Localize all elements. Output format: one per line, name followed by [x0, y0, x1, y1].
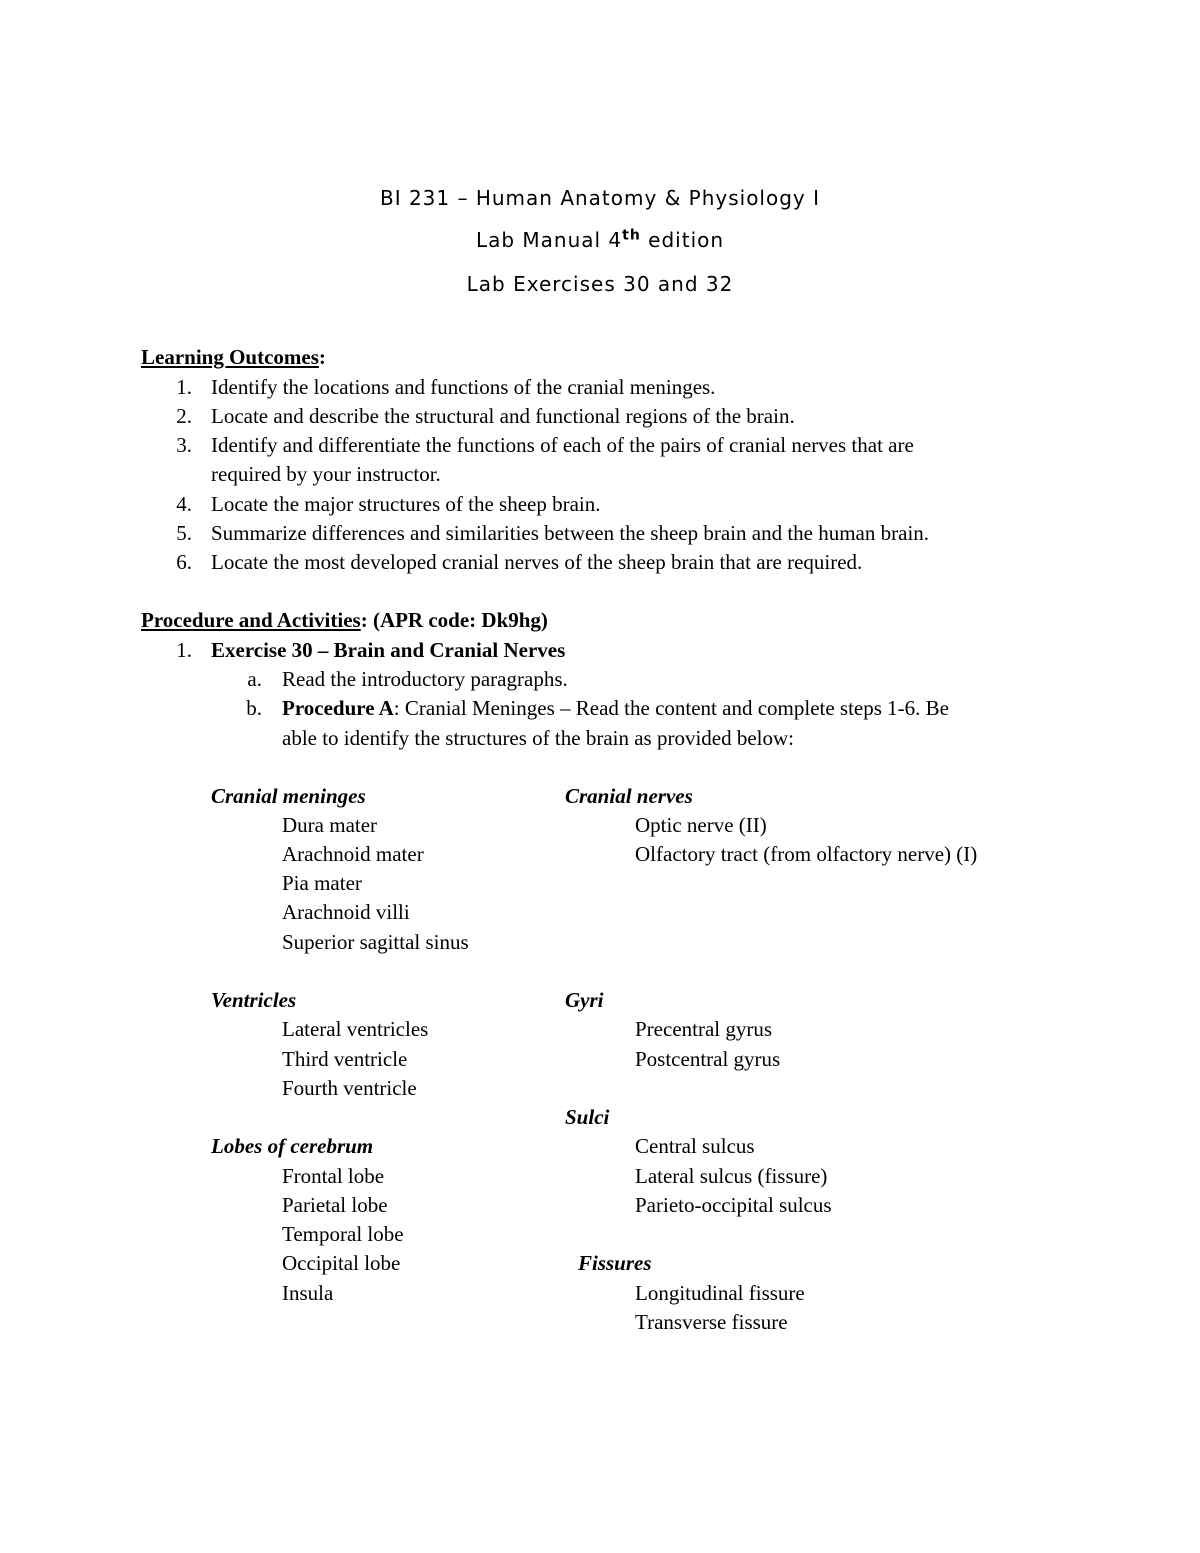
- procedure-a-text: : Cranial Meninges – Read the content and complete steps 1-6. Be: [393, 696, 949, 720]
- manual-superscript: th: [622, 227, 641, 244]
- list-item: Parieto-occipital sulcus: [635, 1193, 832, 1217]
- outcome-text: Identify the locations and functions of the cranial meninges.: [211, 375, 716, 399]
- procedure-a-label: Procedure A: [282, 696, 394, 720]
- outcome-text: Summarize differences and similarities between the sheep brain and the human brain.: [211, 521, 930, 545]
- list-item: Third ventricle: [282, 1047, 408, 1071]
- exercise-30-title: Exercise 30 – Brain and Cranial Nerves: [211, 638, 566, 662]
- list-item: Olfactory tract (from olfactory nerve) (I): [635, 842, 978, 866]
- course-title: BI 231 – Human Anatomy & Physiology I: [379, 186, 821, 210]
- list-item: Frontal lobe: [282, 1164, 385, 1188]
- outcome-text: Locate the most developed cranial nerves of the sheep brain that are required.: [211, 550, 863, 574]
- list-item: Temporal lobe: [282, 1222, 404, 1246]
- outcome-text: Identify and differentiate the functions of each of the pairs of cranial nerves that are: [211, 433, 914, 457]
- outcome-number: 2.: [176, 404, 192, 428]
- subitem-letter: b.: [246, 696, 262, 720]
- list-item: Lateral sulcus (fissure): [635, 1164, 828, 1188]
- outcome-text: Locate the major structures of the sheep brain.: [211, 492, 601, 516]
- list-item: Superior sagittal sinus: [282, 930, 469, 954]
- list-item: Insula: [282, 1281, 334, 1305]
- lab-exercises-title: Lab Exercises 30 and 32: [466, 272, 734, 296]
- procedure-heading-line: [141, 606, 548, 635]
- learning-outcomes-heading: Learning Outcomes: [141, 345, 319, 369]
- ventricles-heading: Ventricles: [211, 988, 297, 1012]
- learning-outcomes-colon: :: [318, 345, 326, 369]
- outcome-number: 6.: [176, 550, 192, 574]
- list-item: Arachnoid mater: [282, 842, 424, 866]
- subitem-text: Read the introductory paragraphs.: [282, 667, 568, 691]
- list-item: Central sulcus: [635, 1134, 755, 1158]
- list-item: Pia mater: [282, 871, 362, 895]
- cranial-meninges-heading: Cranial meninges: [211, 784, 366, 808]
- outcome-number: 5.: [176, 521, 192, 545]
- outcome-text-continuation: required by your instructor.: [211, 462, 441, 486]
- outcome-number: 1.: [176, 375, 192, 399]
- list-item: Arachnoid villi: [282, 900, 410, 924]
- list-item: Occipital lobe: [282, 1251, 401, 1275]
- list-item: Optic nerve (II): [635, 813, 767, 837]
- list-item: Longitudinal fissure: [635, 1281, 805, 1305]
- list-item: Postcentral gyrus: [635, 1047, 781, 1071]
- manual-suffix: edition: [640, 228, 725, 252]
- outcome-number: 3.: [176, 433, 192, 457]
- apr-code: : (APR code: Dk9hg): [360, 608, 548, 632]
- cranial-nerves-heading: Cranial nerves: [565, 784, 693, 808]
- list-item: Dura mater: [282, 813, 378, 837]
- sulci-heading: Sulci: [565, 1105, 610, 1129]
- subitem-text: [282, 694, 949, 723]
- procedure-heading: Procedure and Activities: [141, 608, 361, 632]
- gyri-heading: Gyri: [565, 988, 604, 1012]
- manual-prefix: Lab Manual 4: [475, 228, 623, 252]
- subitem-letter: a.: [247, 667, 262, 691]
- procedure-subitem-b-continuation: able to identify the structures of the brain as provided below:: [282, 726, 795, 750]
- list-item: Transverse fissure: [635, 1310, 788, 1334]
- learning-outcomes-heading-line: [141, 343, 326, 372]
- list-item: Lateral ventricles: [282, 1017, 429, 1041]
- outcome-text: Locate and describe the structural and functional regions of the brain.: [211, 404, 795, 428]
- lobes-of-cerebrum-heading: Lobes of cerebrum: [211, 1134, 374, 1158]
- list-item: Parietal lobe: [282, 1193, 388, 1217]
- list-item: Precentral gyrus: [635, 1017, 773, 1041]
- lab-manual-edition: [0, 228, 1200, 252]
- list-item: Fourth ventricle: [282, 1076, 417, 1100]
- outcome-number: 4.: [176, 492, 192, 516]
- fissures-heading: Fissures: [578, 1251, 652, 1275]
- procedure-item-number: 1.: [176, 638, 192, 662]
